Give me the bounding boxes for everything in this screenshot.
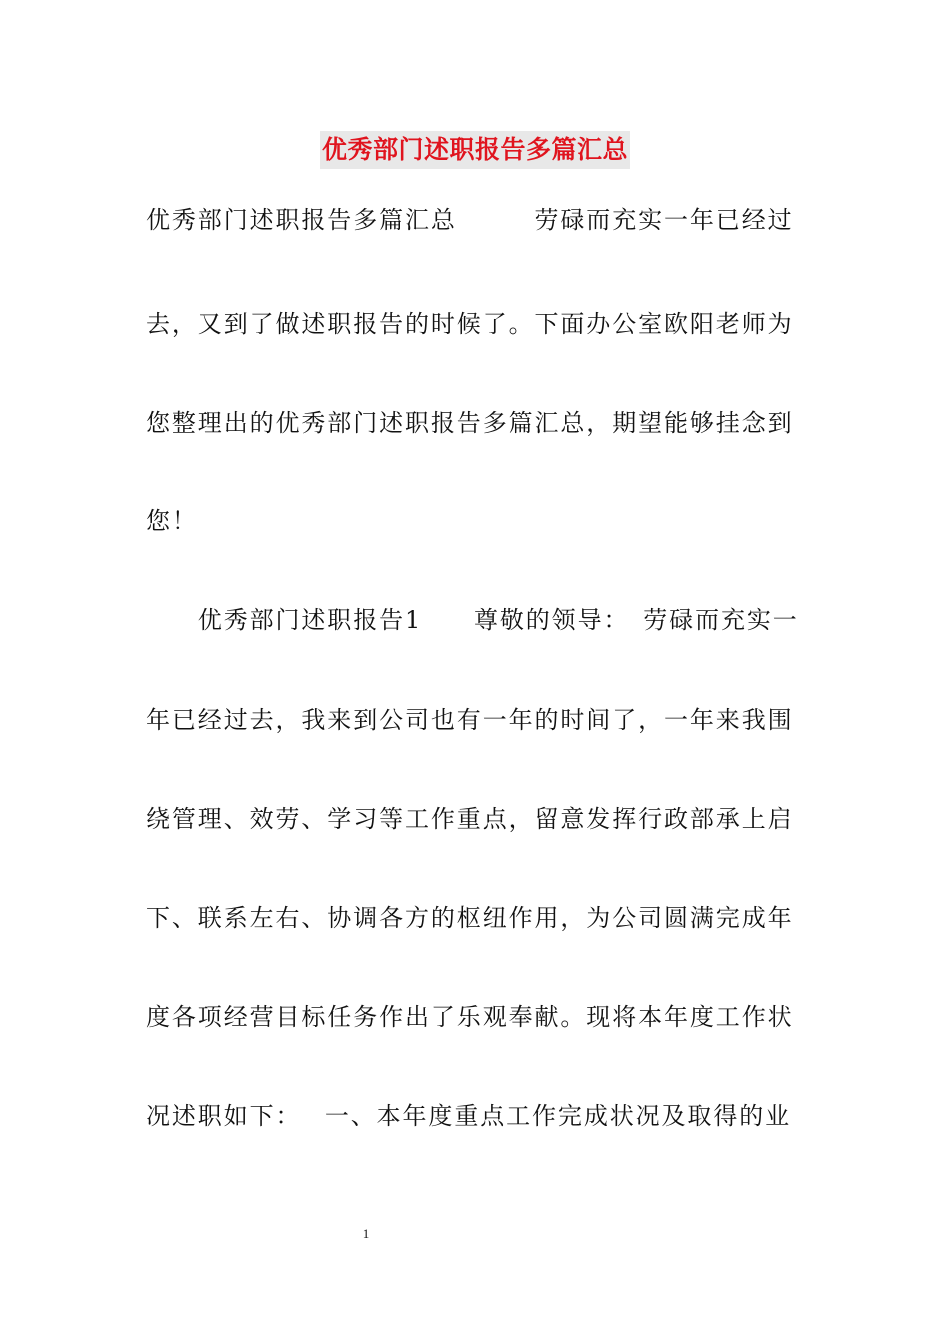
text-line: 下、联系左右、协调各方的枢纽作用，为公司圆满完成年 xyxy=(146,904,794,932)
title-container xyxy=(0,131,950,169)
text-line: 况述职如下： 一、本年度重点工作完成状况及取得的业 xyxy=(146,1102,792,1130)
text-line: 您整理出的优秀部门述职报告多篇汇总，期望能够挂念到 xyxy=(146,409,794,437)
page-number: 1 xyxy=(362,1226,370,1241)
text-line: 优秀部门述职报告多篇汇总 劳碌而充实一年已经过 xyxy=(146,206,794,234)
text-line: 优秀部门述职报告1 尊敬的领导： 劳碌而充实一 xyxy=(146,606,799,634)
text-line: 度各项经营目标任务作出了乐观奉献。现将本年度工作状 xyxy=(146,1003,794,1031)
text-line: 去，又到了做述职报告的时候了。下面办公室欧阳老师为 xyxy=(146,310,794,338)
document-title: 优秀部门述职报告多篇汇总 xyxy=(320,131,630,169)
text-line: 年已经过去，我来到公司也有一年的时间了，一年来我围 xyxy=(146,706,794,734)
text-line: 绕管理、效劳、学习等工作重点，留意发挥行政部承上启 xyxy=(146,805,794,833)
text-line: 您！ xyxy=(146,507,198,535)
